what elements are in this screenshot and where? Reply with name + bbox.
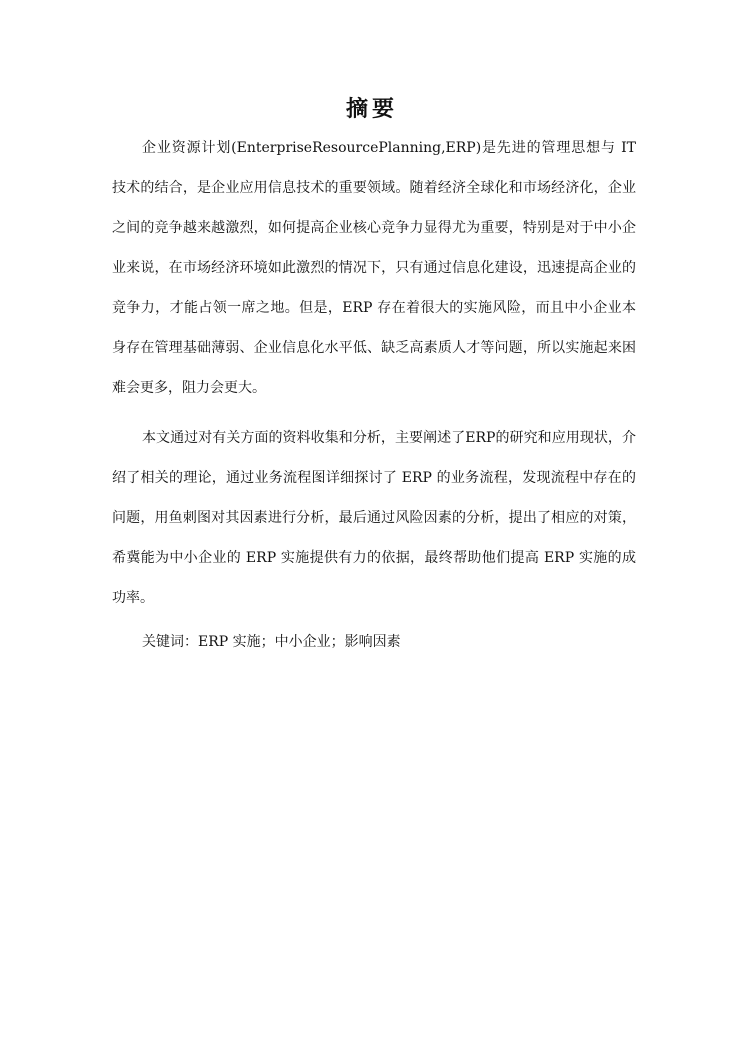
abstract-paragraph-1: 企业资源计划(EnterpriseResourcePlanning,ERP)是先进的管理思想与 IT 技术的结合，是企业应用信息技术的重要领域。随着经济全球化和市场经济化，企业之间的竞争越来越激烈，如何提高企业核心竞争力显得尤为重要，特别是对于中小企业来说，在市场经济环境如此激烈的情况下，只有通过信息化建设，迅速提高企业的竞争力，才能占领一席之地。但是，ERP 存在着很大的实施风险，而且中小企业本身存在管理基础薄弱、企业信息化水平低、缺乏高素质人才等问题，所以实施起来困难会更多，阻力会更大。 <box>112 140 636 396</box>
abstract-title: 摘要 <box>345 96 398 122</box>
abstract-paragraph-2: 本文通过对有关方面的资料收集和分析，主要阐述了ERP的研究和应用现状，介绍了相关的理论，通过业务流程图详细探讨了 ERP 的业务流程，发现流程中存在的问题，用鱼刺图对其因素进行分析，最后通过风险因素的分析，提出了相应的对策，希冀能为中小企业的 ERP 实施提供有力的依据，最终帮助他们提高 ERP 实施的成功率。 <box>112 430 636 606</box>
keywords-line: 关键词：ERP 实施；中小企业；影响因素 <box>142 634 401 650</box>
